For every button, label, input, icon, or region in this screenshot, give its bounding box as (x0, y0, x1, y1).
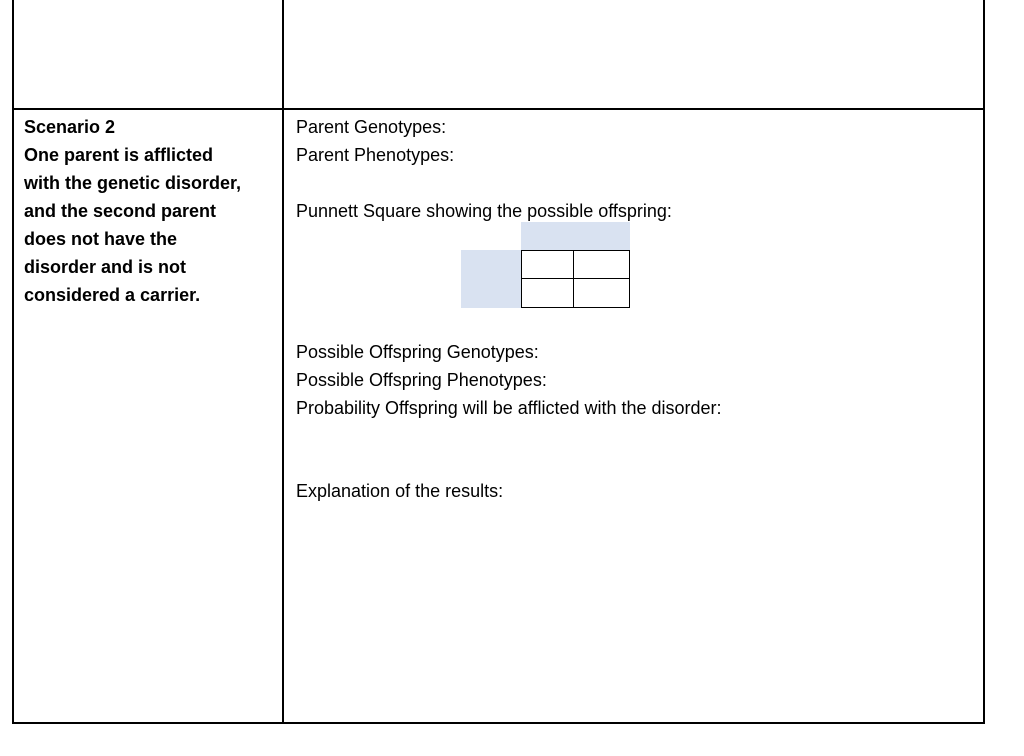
scenario-description-line: considered a carrier. (24, 285, 201, 305)
scenario-description-line: disorder and is not (24, 257, 187, 277)
scenario-title: Scenario 2 (24, 117, 116, 137)
punnett-cell[interactable] (521, 250, 575, 280)
punnett-side-header (461, 250, 522, 308)
punnett-top-header (521, 222, 630, 251)
scenario-description-line: One parent is afflicted (24, 145, 214, 165)
punnett-square-label: Punnett Square showing the possible offspring: (296, 201, 672, 221)
punnett-cell[interactable] (573, 250, 630, 280)
offspring-phenotypes-label: Possible Offspring Phenotypes: (296, 370, 547, 390)
parent-phenotypes-label: Parent Phenotypes: (296, 145, 455, 165)
scenario-description-line: with the genetic disorder, (24, 173, 242, 193)
scenario-description-line: and the second parent (24, 201, 217, 221)
offspring-genotypes-label: Possible Offspring Genotypes: (296, 342, 539, 362)
table-row-divider (12, 108, 985, 110)
probability-label: Probability Offspring will be afflicted with the disorder: (296, 398, 722, 418)
table-bottom-border (12, 722, 985, 724)
punnett-cell[interactable] (573, 278, 630, 308)
parent-genotypes-label: Parent Genotypes: (296, 117, 447, 137)
punnett-cell[interactable] (521, 278, 575, 308)
explanation-label: Explanation of the results: (296, 481, 504, 501)
scenario-description-line: does not have the (24, 229, 178, 249)
